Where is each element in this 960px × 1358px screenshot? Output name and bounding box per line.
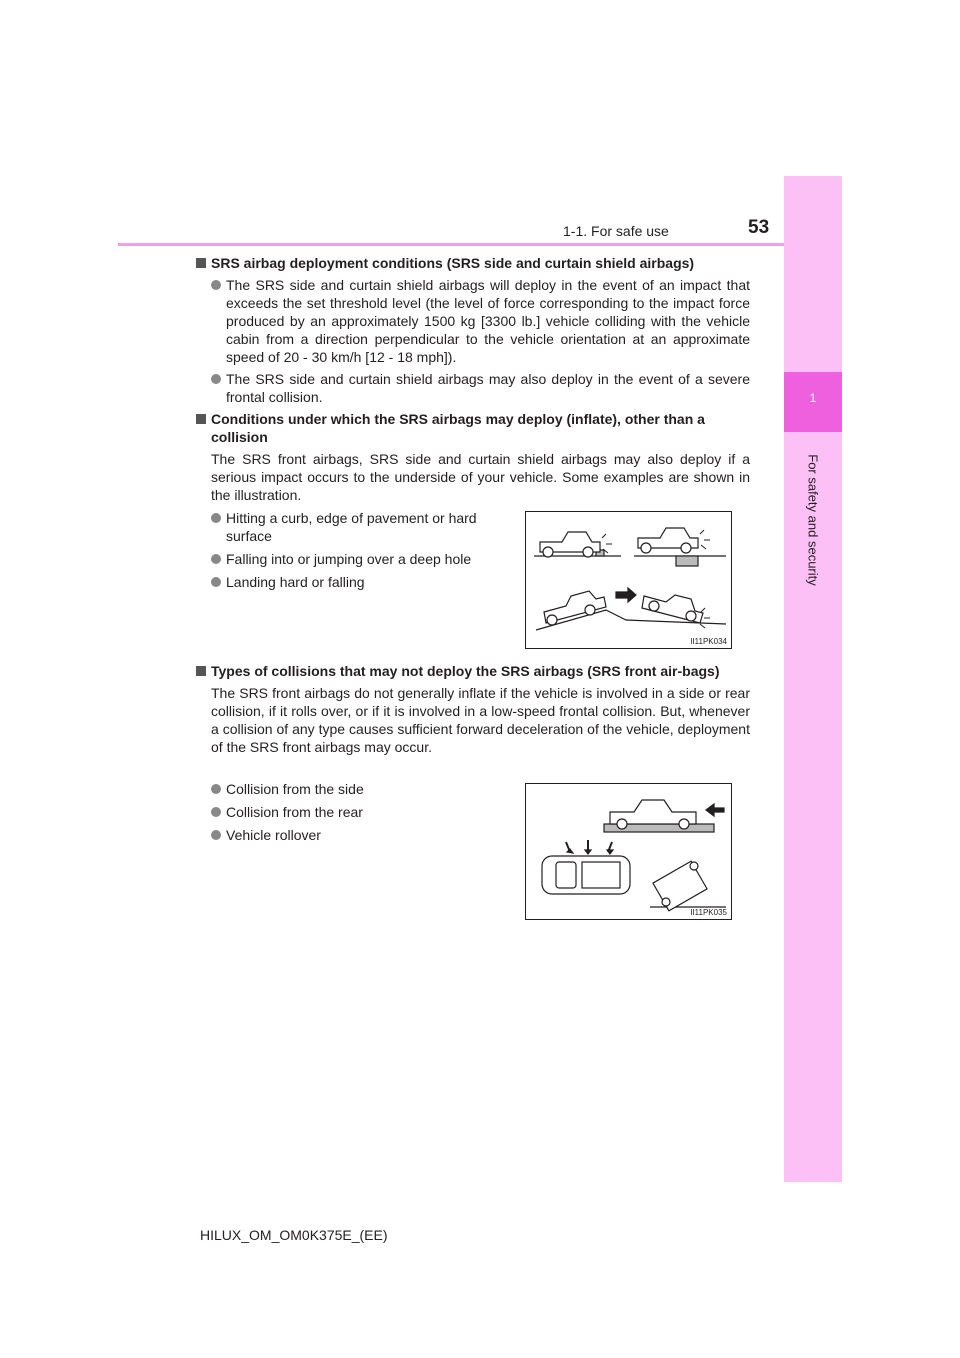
section-label: 1-1. For safe use xyxy=(563,223,669,239)
page-number: 53 xyxy=(748,217,770,238)
round-bullet-icon xyxy=(211,554,221,564)
round-bullet-icon xyxy=(211,280,221,290)
truck-impact-icon xyxy=(526,512,731,648)
section-heading: SRS airbag deployment conditions (SRS side and curtain shield airbags) xyxy=(196,254,750,272)
list-item: Falling into or jumping over a deep hole xyxy=(211,550,511,568)
square-bullet-icon xyxy=(196,414,206,424)
square-bullet-icon xyxy=(196,258,206,268)
chapter-side-tab xyxy=(784,176,842,1182)
list-item: Collision from the side xyxy=(211,780,511,798)
chapter-title-vertical xyxy=(805,440,821,600)
figure-code: II11PK034 xyxy=(690,637,727,646)
list-item: Hitting a curb, edge of pavement or hard surface xyxy=(211,509,511,545)
main-content xyxy=(211,254,750,509)
deploy-conditions-list xyxy=(211,509,511,596)
figure-code: II11PK035 xyxy=(690,908,727,917)
list-item: Vehicle rollover xyxy=(211,826,511,844)
chapter-title: For safety and security xyxy=(805,454,821,586)
underbody-impact-illustration xyxy=(525,511,732,649)
header-rule xyxy=(118,243,786,246)
no-deploy-section xyxy=(211,662,750,761)
list-item: The SRS side and curtain shield airbags will deploy in the event of an impact that exceeds the set threshold level (the level of force corresponding to the impact force produced by an approximately 1500 kg [3300 lb.] vehicle colliding with the vehicle cabin from a direction perpendicular to the vehicle orientation at an approximate speed of 20 - 30 km/h [12 - 18 mph]). xyxy=(211,276,750,366)
list-item: Collision from the rear xyxy=(211,803,511,821)
round-bullet-icon xyxy=(211,577,221,587)
round-bullet-icon xyxy=(211,830,221,840)
square-bullet-icon xyxy=(196,666,206,676)
round-bullet-icon xyxy=(211,374,221,384)
round-bullet-icon xyxy=(211,807,221,817)
collision-truck-icon xyxy=(526,784,731,919)
section-paragraph: The SRS front airbags do not generally inflate if the vehicle is involved in a side or rear collision, if it rolls over, or if it is involved in a low-speed frontal collision. But, whenever a collision of any type causes sufficient forward deceleration of the vehicle, deployment of the SRS front airbags may occur. xyxy=(211,685,750,755)
list-item: Landing hard or falling xyxy=(211,573,511,591)
section-heading: Conditions under which the SRS airbags may deploy (inflate), other than a collision xyxy=(196,410,750,446)
round-bullet-icon xyxy=(211,784,221,794)
section-paragraph: The SRS front airbags, SRS side and curtain shield airbags may also deploy if a serious impact occurs to the underside of your vehicle. Some examples are shown in the illustration. xyxy=(211,451,750,503)
chapter-number-tab: 1 xyxy=(784,372,842,432)
no-deploy-list xyxy=(211,780,511,849)
section-heading: Types of collisions that may not deploy the SRS airbags (SRS front air-bags) xyxy=(196,662,750,680)
document-id: HILUX_OM_OM0K375E_(EE) xyxy=(200,1227,388,1243)
list-item: The SRS side and curtain shield airbags may also deploy in the event of a severe frontal collision. xyxy=(211,370,750,406)
round-bullet-icon xyxy=(211,513,221,523)
collision-types-illustration xyxy=(525,783,732,920)
